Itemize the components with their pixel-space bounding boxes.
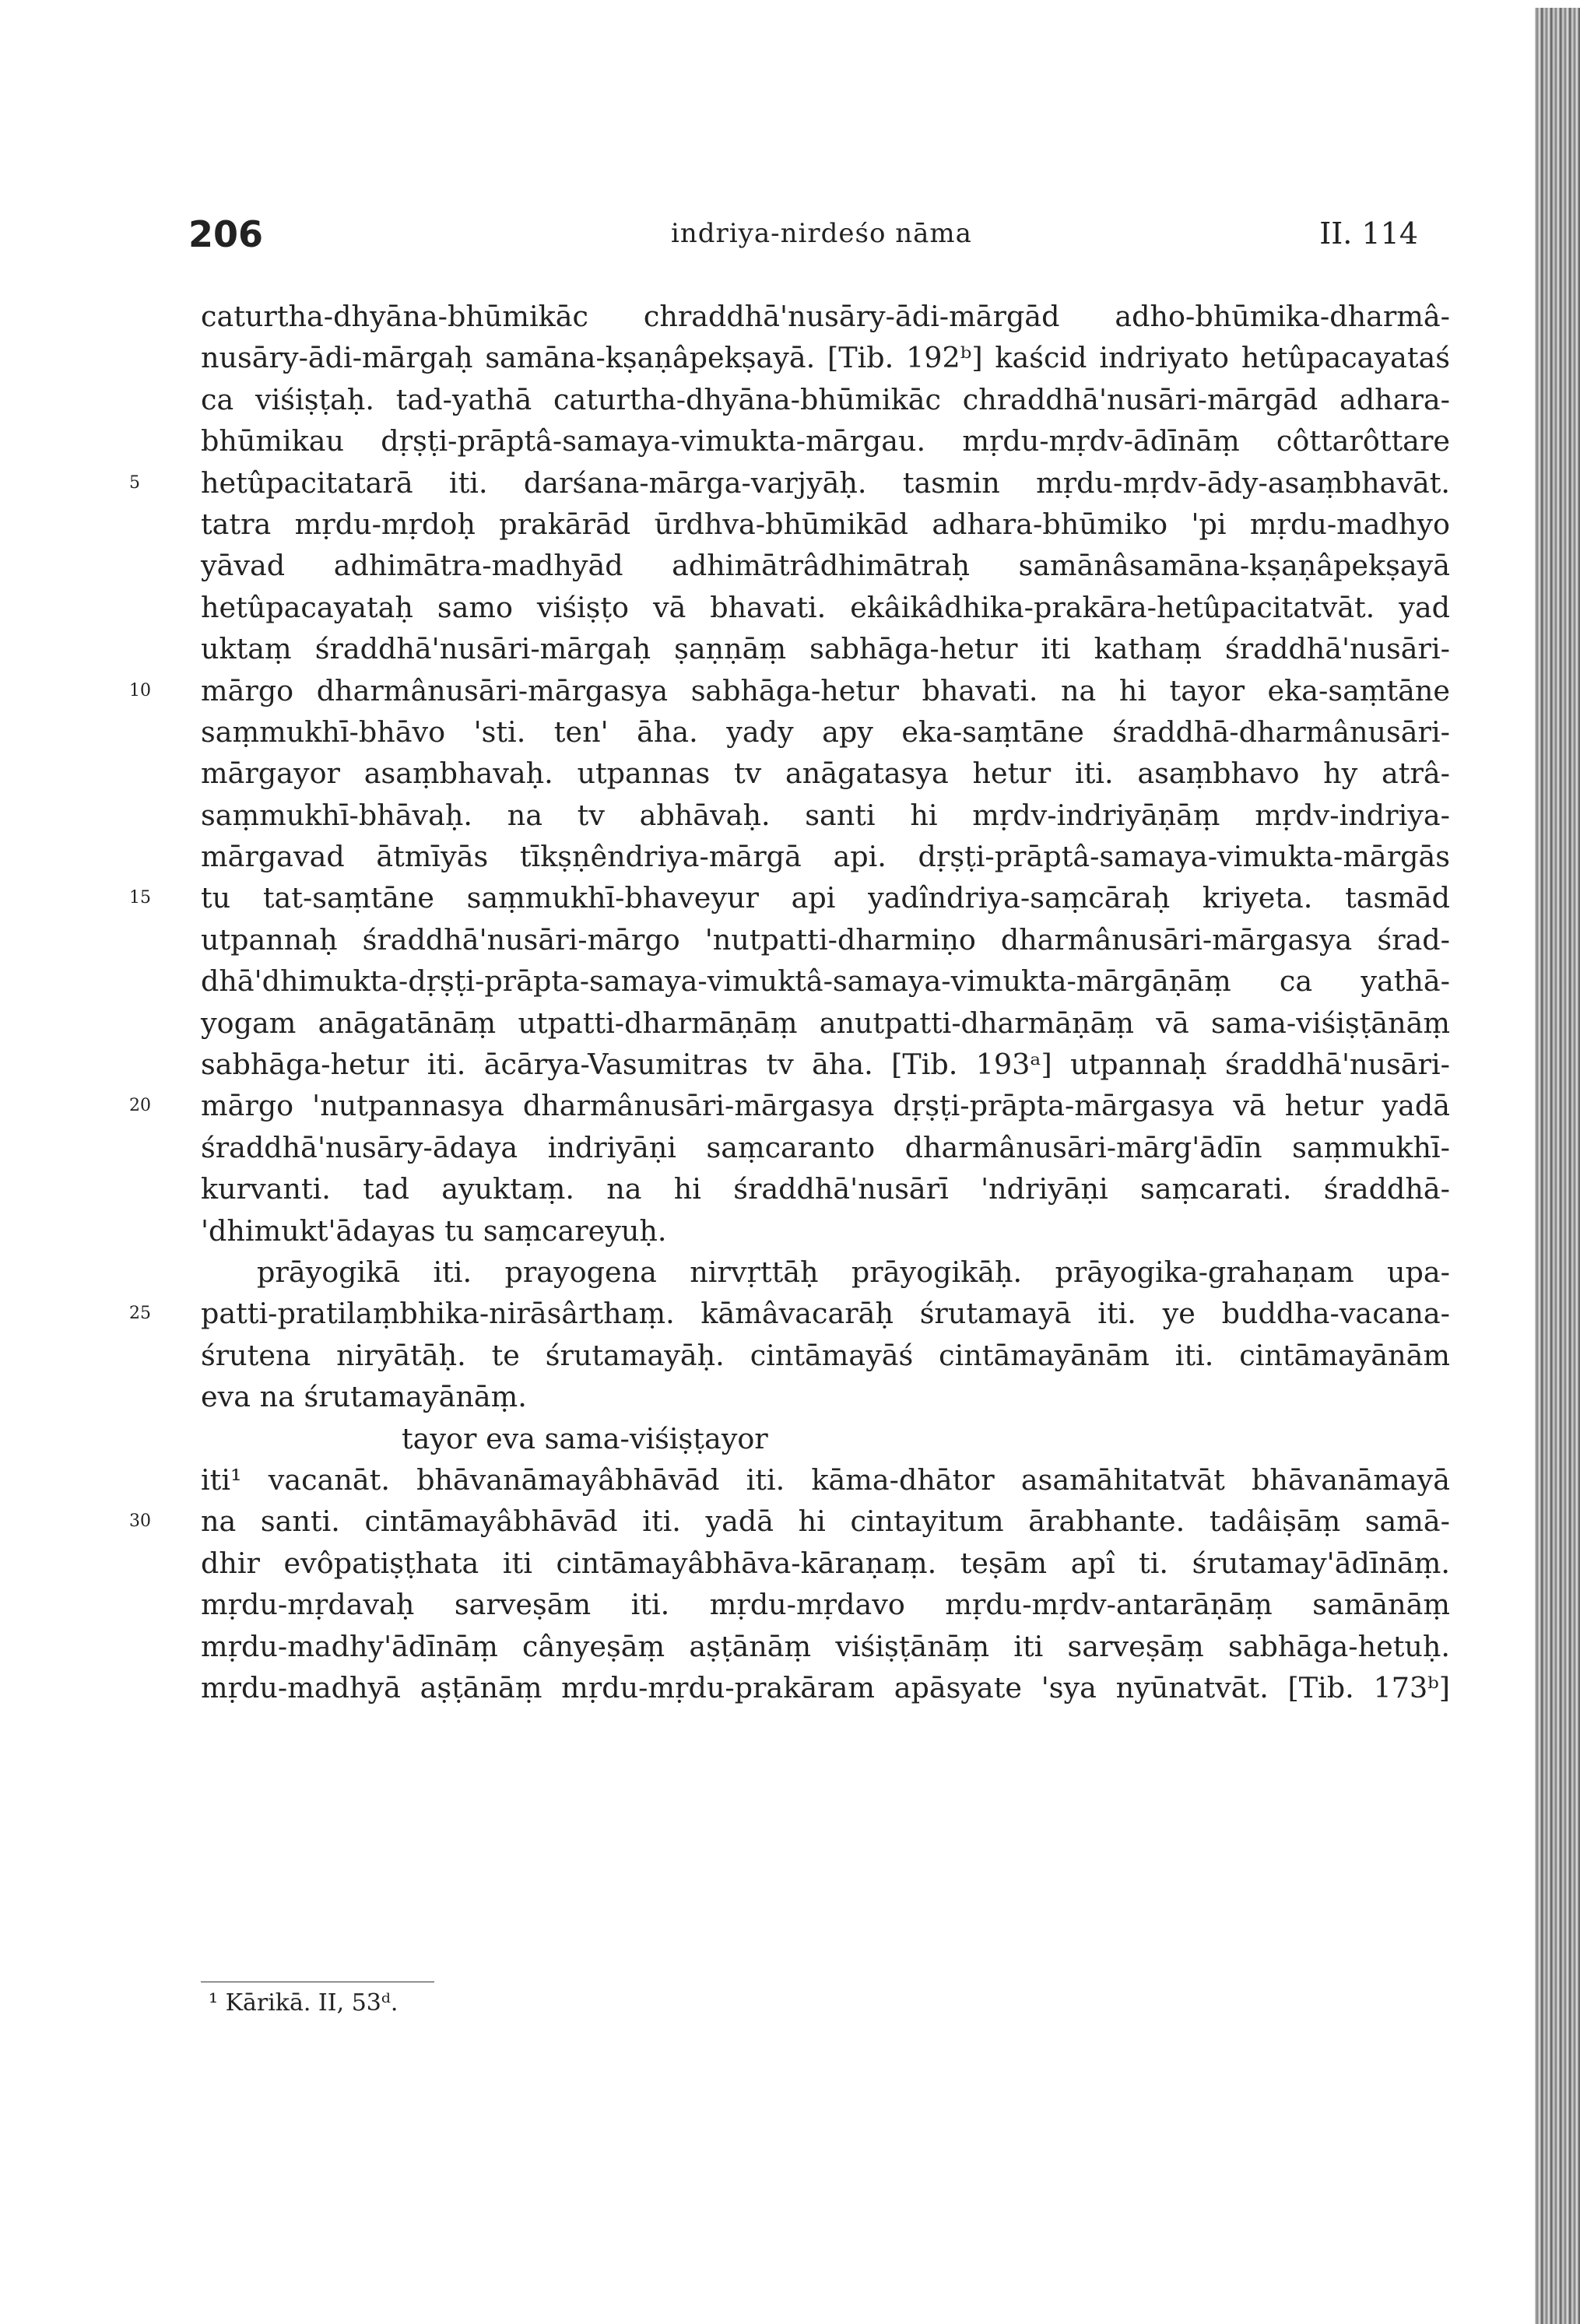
footnote: ¹ Kārikā. II, 53ᵈ. (209, 1989, 399, 2017)
running-title: indriya-nirdeśo nāma (671, 218, 972, 249)
text-line: caturtha-dhyāna-bhūmikāc chraddhā'nusāry-ādi-mārgād adho-bhūmika-dharmâ- (201, 300, 1450, 333)
running-head (188, 213, 1434, 260)
text-line: mṛdu-madhyā aṣṭānāṃ mṛdu-mṛdu-prakāram apāsyate 'sya nyūnatvāt. [Tib. 173ᵇ] (201, 1670, 1450, 1704)
line-number: 30 (129, 1511, 151, 1532)
text-line: mārgavad ātmīyās tīkṣṇêndriya-mārgā api. dṛṣṭi-prāptâ-samaya-vimukta-mārgās (201, 840, 1450, 874)
text-line: mṛdu-madhy'ādīnāṃ cânyeṣāṃ aṣṭānāṃ viśiṣṭānāṃ iti sarveṣāṃ sabhāga-hetuḥ. (201, 1629, 1450, 1663)
text-line: saṃmukhī-bhāvo 'sti. ten' āha. yady apy eka-saṃtāne śraddhā-dharmânusāri- (201, 714, 1450, 749)
verse-line: tayor eva sama-viśiṣṭayor (402, 1421, 768, 1455)
line-number: 10 (129, 680, 151, 700)
text-line: dhir evôpatiṣṭhata iti cintāmayâbhāva-kāraṇaṃ. teṣām apî ti. śrutamay'ādīnāṃ. (201, 1546, 1450, 1580)
text-line: śraddhā'nusāry-ādaya indriyāṇi saṃcaranto dharmânusāri-mārg'ādīn saṃmukhī- (201, 1130, 1450, 1164)
text-line: yogam anāgatānāṃ utpatti-dharmāṇāṃ anutpatti-dharmāṇāṃ vā sama-viśiṣṭānāṃ (201, 1006, 1450, 1040)
main-text (129, 296, 1450, 1708)
text-line: bhūmikau dṛṣṭi-prāptâ-samaya-vimukta-mārgau. mṛdu-mṛdv-ādīnāṃ côttarôttare (201, 424, 1450, 458)
text-line: prāyogikā iti. prayogena nirvṛttāḥ prāyogikāḥ. prāyogika-grahaṇam upa- (257, 1255, 1450, 1289)
text-line: iti¹ vacanāt. bhāvanāmayâbhāvād iti. kāma-dhātor asamāhitatvāt bhāvanāmayā (201, 1462, 1450, 1497)
text-line: kurvanti. tad ayuktaṃ. na hi śraddhā'nusārī 'ndriyāṇi saṃcarati. śraddhā- (201, 1172, 1450, 1206)
section-ref: II. 114 (1319, 216, 1418, 251)
text-line: 25 patti-pratilaṃbhika-nirāsârthaṃ. kāmâvacarāḥ śrutamayā iti. ye buddha-vacana- (201, 1293, 1450, 1334)
text-line: 15 tu tat-saṃtāne saṃmukhī-bhaveyur api yadîndriya-saṃcāraḥ kriyeta. tasmād (201, 877, 1450, 918)
page-number: 206 (188, 213, 264, 255)
page-edge (1535, 8, 1580, 2324)
text-line: 5 hetûpacitatarā iti. darśana-mārga-varjyāḥ. tasmin mṛdu-mṛdv-ādy-asaṃbhavāt. (201, 462, 1450, 504)
text-line: mṛdu-mṛdavaḥ sarveṣām iti. mṛdu-mṛdavo mṛdu-mṛdv-antarāṇāṃ samānāṃ (201, 1588, 1450, 1622)
line-number: 5 (129, 472, 140, 493)
text-line: mārgayor asaṃbhavaḥ. utpannas tv anāgatasya hetur iti. asaṃbhavo hy atrâ- (201, 757, 1450, 791)
text-line: uktaṃ śraddhā'nusāri-mārgaḥ ṣaṇṇāṃ sabhāga-hetur iti kathaṃ śraddhā'nusāri- (201, 632, 1450, 666)
text-line: ca viśiṣṭaḥ. tad-yathā caturtha-dhyāna-bhūmikāc chraddhā'nusāri-mārgād adhara- (201, 382, 1450, 416)
text-line: utpannaḥ śraddhā'nusāri-mārgo 'nutpatti-dharmiṇo dharmânusāri-mārgasya śrad- (201, 922, 1450, 957)
text-line: dhā'dhimukta-dṛṣṭi-prāpta-samaya-vimuktâ-samaya-vimukta-mārgāṇāṃ ca yathā- (201, 964, 1450, 999)
text-line: 20 mārgo 'nutpannasya dharmânusāri-mārgasya dṛṣṭi-prāpta-mārgasya vā hetur yadā (201, 1085, 1450, 1126)
line-number: 25 (129, 1304, 151, 1324)
line-number: 15 (129, 888, 151, 908)
text-line: nusāry-ādi-mārgaḥ samāna-kṣaṇâpekṣayā. [Tib. 192ᵇ] kaścid indriyato hetûpacayataś (201, 341, 1450, 375)
text-line: saṃmukhī-bhāvaḥ. na tv abhāvaḥ. santi hi mṛdv-indriyāṇāṃ mṛdv-indriya- (201, 798, 1450, 832)
text-line: 'dhimukt'ādayas tu saṃcareyuḥ. (201, 1213, 667, 1248)
text-line: eva na śrutamayānāṃ. (201, 1380, 527, 1414)
text-line: śrutena niryātāḥ. te śrutamayāḥ. cintāmayāś cintāmayānām iti. cintāmayānām (201, 1338, 1450, 1372)
text-line: 10 mārgo dharmânusāri-mārgasya sabhāga-hetur bhavati. na hi tayor eka-saṃtāne (201, 670, 1450, 711)
text-line: sabhāga-hetur iti. ācārya-Vasumitras tv āha. [Tib. 193ᵃ] utpannaḥ śraddhā'nusāri- (201, 1048, 1450, 1082)
line-number: 20 (129, 1096, 151, 1116)
text-line: hetûpacayataḥ samo viśiṣṭo vā bhavati. ekâikâdhika-prakāra-hetûpacitatvāt. yad (201, 590, 1450, 624)
text-line: yāvad adhimātra-madhyād adhimātrâdhimātraḥ samānâsamāna-kṣaṇâpekṣayā (201, 549, 1450, 583)
text-line: 30 na santi. cintāmayâbhāvād iti. yadā hi cintayitum ārabhante. tadâiṣāṃ samā- (201, 1501, 1450, 1542)
text-line: tatra mṛdu-mṛdoḥ prakārād ūrdhva-bhūmikād adhara-bhūmiko 'pi mṛdu-madhyo (201, 507, 1450, 541)
